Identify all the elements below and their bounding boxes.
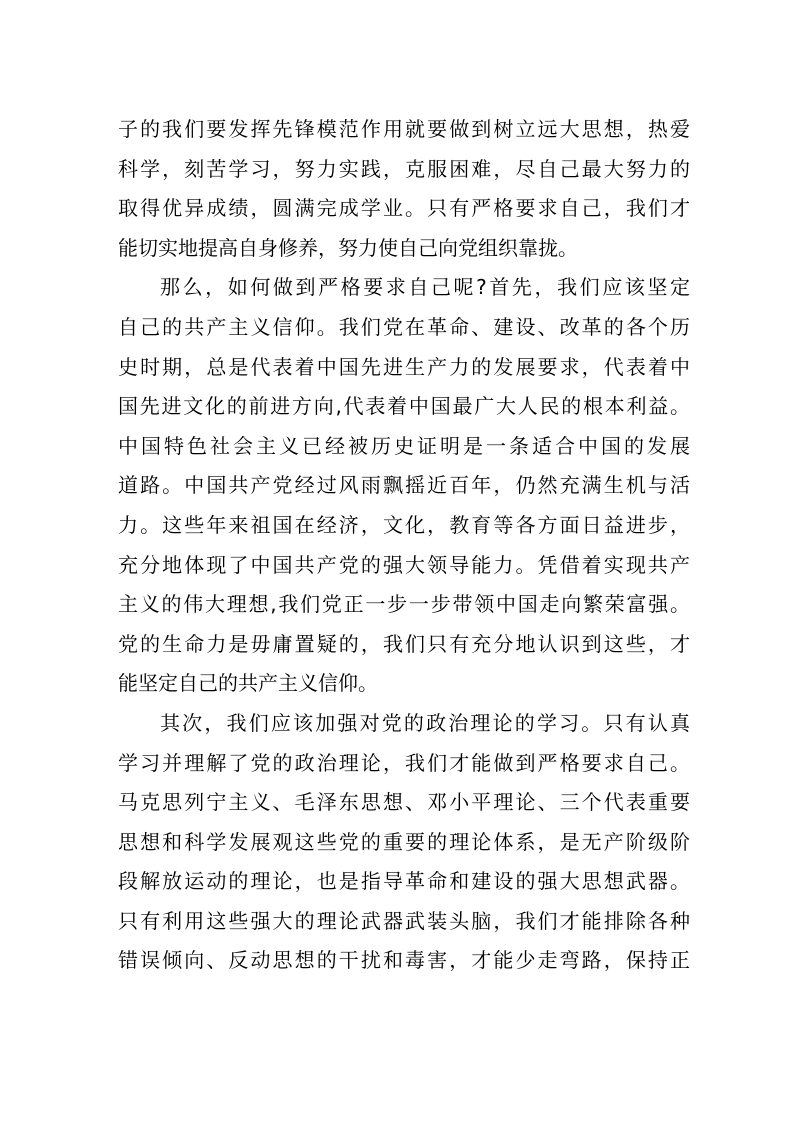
text-line: 子的我们要发挥先锋模范作用就要做到树立远大思想，热爱 (118, 117, 690, 141)
text-line: 段解放运动的理论，也是指导革命和建设的强大思想武器。 (118, 869, 690, 894)
text-line: 科学，刻苦学习，努力实践，克服困难，尽自己最大努力的 (118, 156, 690, 181)
text-line: 能切实地提高自身修养，努力使自己向党组织靠拢。 (118, 235, 578, 260)
text-line: 自己的共产主义信仰。我们党在革命、建设、改革的各个历 (118, 314, 690, 339)
text-line: 错误倾向、反动思想的干扰和毒害，才能少走弯路，保持正 (118, 948, 690, 973)
text-line: 能坚定自己的共产主义信仰。 (118, 671, 378, 696)
text-line: 思想和科学发展观这些党的重要的理论体系，是无产阶级阶 (118, 829, 690, 854)
text-line: 主义的伟大理想,我们党正一步一步带领中国走向繁荣富强。 (118, 592, 690, 617)
text-line: 国先进文化的前进方向,代表着中国最广大人民的根本利益。 (118, 394, 690, 419)
text-line: 学习并理解了党的政治理论，我们才能做到严格要求自己。 (118, 750, 690, 775)
text-line: 取得优异成绩，圆满完成学业。只有严格要求自己，我们才 (118, 196, 690, 221)
paragraph-first-line: 那么，如何做到严格要求自己呢?首先，我们应该坚定 (160, 275, 690, 300)
paragraph-first-line: 其次，我们应该加强对党的政治理论的学习。只有认真 (160, 710, 690, 735)
text-line: 史时期，总是代表着中国先进生产力的发展要求，代表着中 (118, 354, 690, 379)
text-line: 中国特色社会主义已经被历史证明是一条适合中国的发展 (118, 433, 690, 458)
text-line: 道路。中国共产党经过风雨飘摇近百年，仍然充满生机与活 (118, 473, 690, 498)
text-line: 党的生命力是毋庸置疑的，我们只有充分地认识到这些，才 (118, 631, 690, 656)
text-line: 力。这些年来祖国在经济，文化，教育等各方面日益进步， (118, 512, 690, 537)
document-body (118, 110, 690, 981)
text-line: 只有利用这些强大的理论武器武装头脑，我们才能排除各种 (118, 908, 690, 933)
text-line: 马克思列宁主义、毛泽东思想、邓小平理论、三个代表重要 (118, 790, 690, 815)
text-line: 充分地体现了中国共产党的强大领导能力。凭借着实现共产 (118, 552, 690, 577)
